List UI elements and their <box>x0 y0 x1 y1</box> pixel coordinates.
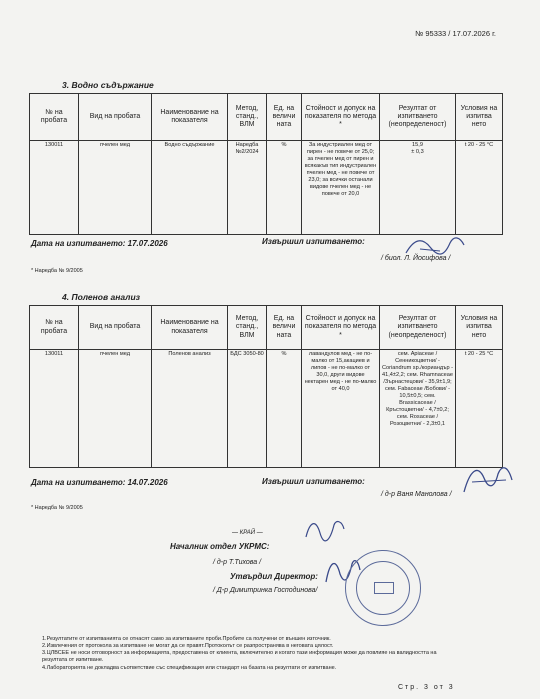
col-header: Стойност и допуск на показателя по метода * <box>302 306 380 350</box>
result-uncertainty: ± 0,3 <box>411 148 424 155</box>
water-content-table <box>29 93 503 235</box>
sample-type: пчелен мед <box>79 350 152 468</box>
performed-by-label: Извършил изпитването: <box>262 477 365 486</box>
performer-name-pollen: / д-р Ваня Манолова / <box>381 491 452 498</box>
signature-manolova <box>458 460 518 500</box>
date-value: 14.07.2026 <box>127 478 168 487</box>
col-header: Метод, станд., ВЛМ <box>228 94 267 141</box>
col-header: № на пробата <box>30 306 79 350</box>
regulation-footnote: * Наредба № 9/2005 <box>31 505 83 511</box>
col-header: Ед. на величи ната <box>267 94 302 141</box>
pollen-analysis-table <box>29 305 503 468</box>
table-row <box>30 350 503 468</box>
footer-note: 3.ЦЛВСЕЕ не носи отговорност за информацията, предоставена от клиента, включително и когато тази информация може да повлияе на валидността на резултата от изпитване. <box>42 650 437 664</box>
footer-note: 1.Резултатите от изпитванията се отнасят само за изпитваните проби.Пробите са получени от външен източник. <box>42 636 331 642</box>
regulation-footnote: * Наредба № 9/2005 <box>31 268 83 274</box>
test-date-pollen <box>31 478 168 487</box>
footer-notes <box>42 636 462 672</box>
director-name: / Д-р Димитринка Господинова/ <box>213 587 318 594</box>
sample-type: пчелен мед <box>79 141 152 235</box>
col-header: Ед. на величи ната <box>267 306 302 350</box>
col-header: Вид на пробата <box>79 94 152 141</box>
test-conditions: t 20 - 25 °C <box>456 350 503 468</box>
signature-tihova <box>300 515 350 545</box>
head-of-department-label: Началник отдел УКРМС: <box>170 542 270 551</box>
limit-value: За индустриален мед от пирен - не повече от 25,0; за пчелен мед от пирен и всякакъв тип индустриален пчелен мед - не повече от 23,0; за всички останали видове пчелен мед - не повече от 20,0 <box>302 141 380 235</box>
result-cell <box>380 141 456 235</box>
col-header: № на пробата <box>30 94 79 141</box>
unit: % <box>267 350 302 468</box>
test-conditions: t 20 - 25 °C <box>456 141 503 235</box>
page-counter: Стр. 3 от 3 <box>398 684 455 691</box>
indicator-name: Поленов анализ <box>152 350 228 468</box>
result-value: 15,9 <box>412 142 423 148</box>
director-label: Утвърдил Директор: <box>230 572 318 581</box>
table-header-row <box>30 94 503 141</box>
table-header-row <box>30 306 503 350</box>
footer-note: 2.Извлечения от протокола за изпитване не могат да се правят.Протоколът се разпространява в неговата цялост. <box>42 643 334 650</box>
performed-by-label: Извършил изпитването: <box>262 237 365 246</box>
head-of-department-name: / д-р Т.Тихова / <box>213 559 262 566</box>
limit-value: лавандулов мед - не по-малко от 15,акациев и липов - не по-малко от 30,0, други видове нектарен мед - не по-малко от 40,0 <box>302 350 380 468</box>
unit: % <box>267 141 302 235</box>
date-value: 17.07.2026 <box>127 239 168 248</box>
section-title-pollen: 4. Поленов анализ <box>62 292 140 302</box>
indicator-name: Водно съдържание <box>152 141 228 235</box>
footer-note: 4.Лабораторията не докладва съответствие със спецификация или стандарт на базата на резултати от изпитване. <box>42 664 337 671</box>
sample-number: 130011 <box>30 141 79 235</box>
test-date-water <box>31 239 168 248</box>
section-title-water: 3. Водно съдържание <box>62 80 154 90</box>
table-row <box>30 141 503 235</box>
col-header: Наименование на показателя <box>152 306 228 350</box>
method: Наредба №2/2024 <box>228 141 267 235</box>
col-header: Резултат от изпитването (неопределеност) <box>380 306 456 350</box>
method: БДС 3050-80 <box>228 350 267 468</box>
protocol-reference: № 95333 / 17.07.2026 г. <box>415 29 496 38</box>
col-header: Условия на изпитва нето <box>456 306 503 350</box>
col-header: Стойност и допуск на показателя по метода * <box>302 94 380 141</box>
col-header: Резултат от изпитването (неопределеност) <box>380 94 456 141</box>
result-value: сем. Apiaceae /Сенникоцветни/ - Coriandrum sp./кориандър - 41,4±2,2; сем. Rhamnaceae /Зърнастецови/ - 35,9±1,9; сем. Fabaceae /Бобови/ - 10,5±0,5; сем. Brassicaceae /Кръстоцветни/ - 4,7±0,2; сем. Rosaceae /Розоцветни/ - 2,3±0,1 <box>380 350 456 468</box>
col-header: Наименование на показателя <box>152 94 228 141</box>
date-label: Дата на изпитването: <box>31 478 126 487</box>
date-label: Дата на изпитването: <box>31 239 126 248</box>
col-header: Условия на изпитва нето <box>456 94 503 141</box>
sample-number: 130011 <box>30 350 79 468</box>
col-header: Метод, станд., ВЛМ <box>228 306 267 350</box>
performer-name-water: / биол. Л. Йосифова / <box>381 255 451 262</box>
official-stamp <box>345 550 421 626</box>
end-marker: — КРАЙ — <box>232 530 263 536</box>
col-header: Вид на пробата <box>79 306 152 350</box>
